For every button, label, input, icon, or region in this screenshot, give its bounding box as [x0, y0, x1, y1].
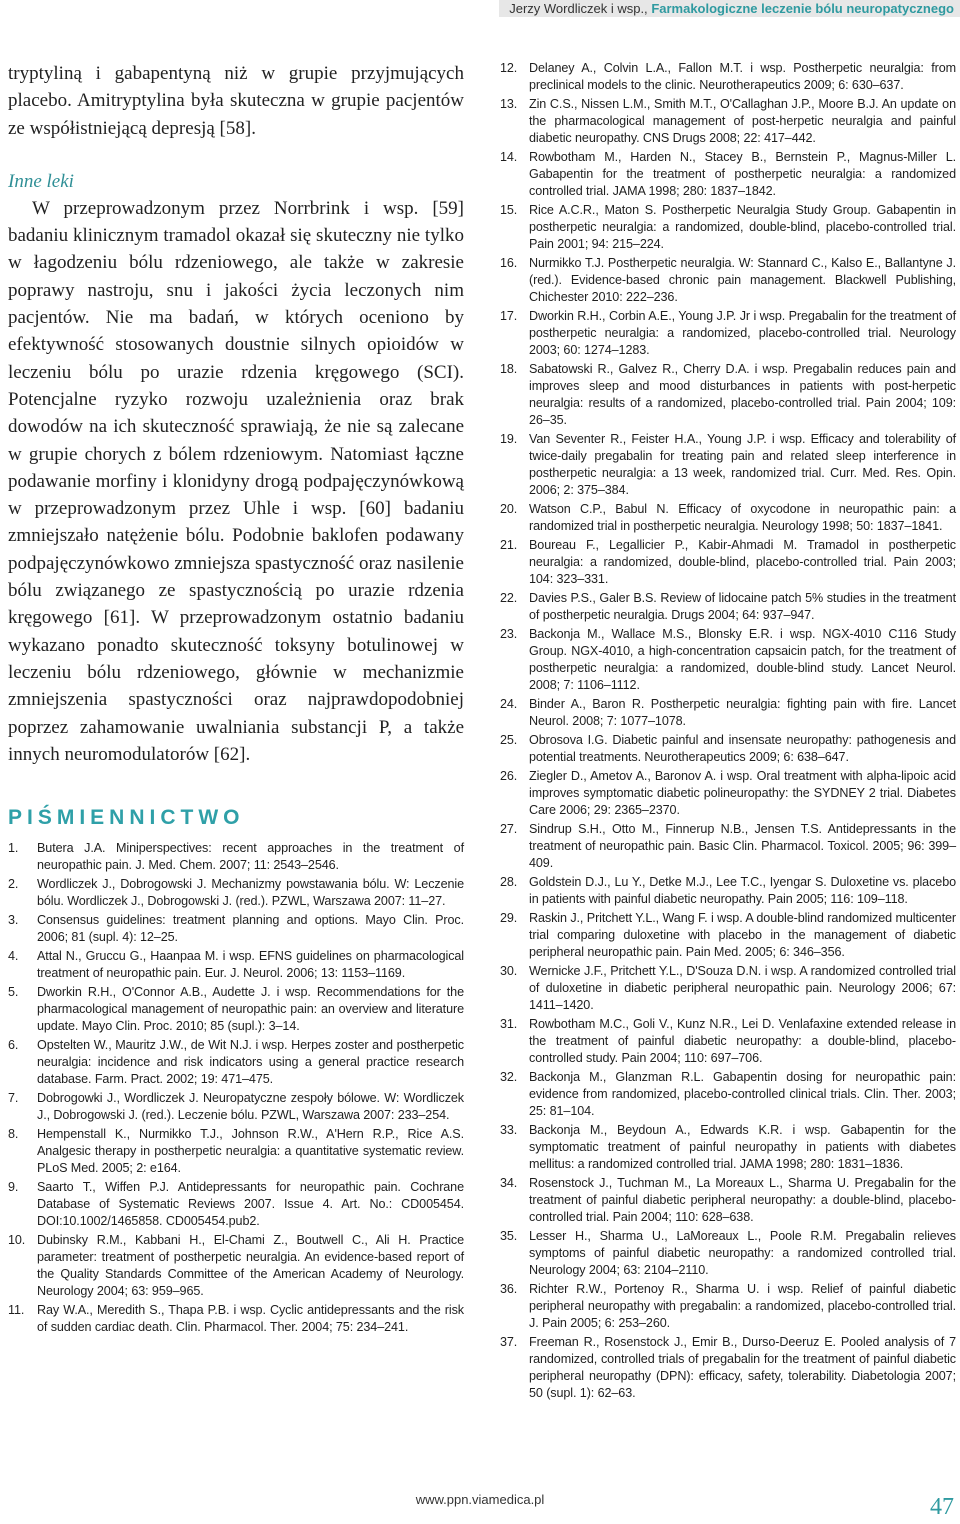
- reference-number: 20.: [500, 502, 518, 516]
- reference-item: [500, 96, 956, 147]
- reference-text: Attal N., Gruccu G., Haanpaa M. i wsp. EFNS guidelines on pharmacological treatment of neuropathic pain. Eur. J. Neurol. 2006; 13: 1153–1169.: [37, 949, 464, 981]
- reference-number: 37.: [500, 1335, 518, 1349]
- reference-text: Opstelten W., Mauritz J.W., de Wit N.J. i wsp. Herpes zoster and postherpetic neuralgia: incidence and risk indicators using a general practice research database. Farm. Pract. 2002; 19: 471–475.: [37, 1038, 464, 1087]
- reference-item: [500, 501, 956, 535]
- body-paragraph-2: W przeprowadzonym przez Norrbrink i wsp. [59] badaniu klinicznym tramadol okazał się skuteczny nie tylko w łagodzeniu bólu rdzeniowego, ale także w zakresie poprawy nastroju, snu i jakości życia leczonych nim pacjentów. Nie ma badań, w których oceniono by efektywność stosowanych doustnie silnych opioidów w leczeniu bólu po urazie rdzenia kręgowego (SCI). Potencjalne ryzyko rozwoju uzależnienia oraz brak dowodów na ich skuteczność sprawiają, że nie są zalecane w grupie chorych z bólem rdzeniowym. Natomiast łączne podawanie morfiny i klonidyny drogą podpajęczynówkową w przeprowadzonym przez Uhle i wsp. [60] badaniu zmniejszało natężenie bólu. Podobnie baklofen podawany podpajęczynówkowo zmniejsza spastyczność oraz nasilenie bólu związanego ze spastycznością po urazie rdzenia kręgowego [61]. W przeprowadzonym ostatnio badaniu wykazano ponadto skuteczność toksyny botulinowej w leczeniu bólu rdzeniowego, głównie w mechanizmie zmniejszenia spastyczności oraz najprawdopodobniej poprzez zahamowanie uwalniania substancji P, a także innych neuromodulatorów [62].: [8, 197, 464, 765]
- reference-item: [500, 732, 956, 766]
- reference-text: Raskin J., Pritchett Y.L., Wang F. i wsp. A double-blind randomized multicenter trial comparing duloxetine with placebo in the management of diabetic peripheral neuropathic pain. Pain Med. 2005; 6: 346–356.: [529, 911, 956, 959]
- running-header-bar: [499, 0, 960, 17]
- reference-item: [8, 1090, 464, 1124]
- reference-text: Saarto T., Wiffen P.J. Antidepressants for neuropathic pain. Cochrane Database of Systematic Reviews 2007. Issue 4. Art. No.: CD005454. DOI:10.1002/1465858. CD005454.pub2.: [37, 1180, 464, 1229]
- reference-number: 34.: [500, 1176, 518, 1190]
- reference-item: [8, 1179, 464, 1230]
- reference-number: 29.: [500, 911, 518, 925]
- page-number: 47: [930, 1494, 954, 1520]
- reference-text: Hempenstall K., Nurmikko T.J., Johnson R.W., A'Hern R.P., Rice A.S. Analgesic therapy in postherpetic neuralgia: a quantitative systematic review. PLoS Med. 2005; 2: e164.: [37, 1127, 464, 1176]
- reference-number: 5.: [8, 985, 19, 1000]
- reference-text: Lesser H., Sharma U., LaMoreaux L., Poole R.M. Pregabalin relieves symptoms of painful diabetic neuropathy: a randomized controlled trial. Neurology 2004; 63: 2104–2110.: [529, 1229, 956, 1277]
- reference-item: [8, 840, 464, 874]
- reference-item: [500, 768, 956, 819]
- reference-number: 25.: [500, 733, 518, 747]
- header-article-title: Farmakologiczne leczenie bólu neuropatycznego: [651, 1, 954, 16]
- reference-text: Rowbotham M.C., Goli V., Kunz N.R., Lei D. Venlafaxine extended release in the treatment of painful diabetic neuropathy: a double-blind, placebo-controlled study. Pain 2004; 110: 697–706.: [529, 1017, 956, 1065]
- reference-item: [500, 963, 956, 1014]
- reference-item: [500, 255, 956, 306]
- reference-number: 33.: [500, 1123, 518, 1137]
- reference-item: [500, 537, 956, 588]
- reference-number: 21.: [500, 538, 518, 552]
- reference-text: Sabatowski R., Galvez R., Cherry D.A. i wsp. Pregabalin reduces pain and improves sleep and mood disturbances in patients with post-herpetic neuralgia: results of a randomized, placebo-controlled trial. Pain 2004; 109: 26–35.: [529, 362, 956, 427]
- reference-text: Sindrup S.H., Otto M., Finnerup N.B., Jensen T.S. Antidepressants in the treatment of neuropathic pain. Basic Clin. Pharmacol. Toxicol. 2005; 96: 399–409.: [529, 822, 956, 870]
- reference-number: 18.: [500, 362, 518, 376]
- reference-text: Nurmikko T.J. Postherpetic neuralgia. W: Stannard C., Kalso E., Ballantyne J. (red.). Evidence-based chronic pain management. Blackwell Publishing, Chichester 2010: 222–236.: [529, 256, 956, 304]
- reference-text: Backonja M., Wallace M.S., Blonsky E.R. i wsp. NGX-4010 C116 Study Group. NGX-4010, a high-concentration capsaicin patch, for the treatment of postherpetic neuralgia: a randomized, double-blind study. Lancet Neurol. 2008; 7: 1106–1112.: [529, 627, 956, 692]
- reference-item: [500, 1175, 956, 1226]
- reference-number: 16.: [500, 256, 518, 270]
- right-column: [500, 60, 956, 1404]
- reference-item: [8, 876, 464, 910]
- reference-item: [500, 910, 956, 961]
- footer-url: www.ppn.viamedica.pl: [415, 1492, 545, 1507]
- reference-text: Van Seventer R., Feister H.A., Young J.P. i wsp. Efficacy and tolerability of twice-daily pregabalin for treating pain and related sleep interference in postherpetic neuralgia: a 13 week, randomized trial. Curr. Med. Res. Opin. 2006; 2: 375–384.: [529, 432, 956, 497]
- reference-number: 1.: [8, 841, 19, 856]
- reference-number: 2.: [8, 877, 19, 892]
- reference-text: Binder A., Baron R. Postherpetic neuralgia: fighting pain with fire. Lancet Neurol. 2008; 7: 1077–1078.: [529, 697, 956, 728]
- reference-text: Obrosova I.G. Diabetic painful and insensate neuropathy: pathogenesis and potential treatments. Neurotherapeutics 2009; 6: 638–647.: [529, 733, 956, 764]
- body-paragraph-1: tryptyliną i gabapentyną niż w grupie przyjmujących placebo. Amitryptylina była skuteczna w grupie pacjentów ze współistniejącą depresją [58].: [8, 63, 464, 139]
- reference-text: Richter R.W., Portenoy R., Sharma U. i wsp. Relief of painful diabetic peripheral neuropathy with pregabalin: a randomized, placebo-controlled trial. J. Pain 2005; 6: 253–260.: [529, 1282, 956, 1330]
- reference-text: Consensus guidelines: treatment planning and options. Mayo Clin. Proc. 2006; 81 (supl. 4): 12–25.: [37, 913, 464, 945]
- reference-item: [500, 696, 956, 730]
- reference-text: Ray W.A., Meredith S., Thapa P.B. i wsp. Cyclic antidepressants and the risk of sudden cardiac death. Clin. Pharmacol. Ther. 2004; 75: 234–241.: [37, 1303, 464, 1335]
- reference-text: Backonja M., Beydoun A., Edwards K.R. i wsp. Gabapentin for the symptomatic treatment of painful neuropathy in patients with diabetes mellitus: a randomized controlled trial. JAMA 1998; 280: 1831–1836.: [529, 1123, 956, 1171]
- reference-number: 8.: [8, 1127, 19, 1142]
- reference-item: [500, 874, 956, 908]
- reference-number: 36.: [500, 1282, 518, 1296]
- reference-number: 10.: [8, 1233, 26, 1248]
- references-list-left: [8, 840, 464, 1336]
- reference-item: [500, 1281, 956, 1332]
- references-list-right: [500, 60, 956, 1402]
- section-title: Inne leki: [8, 170, 74, 192]
- reference-number: 4.: [8, 949, 19, 964]
- reference-item: [500, 821, 956, 872]
- reference-text: Dubinsky R.M., Kabbani H., El-Chami Z., Boutwell C., Ali H. Practice parameter: treatment of postherpetic neuralgia. An evidence-based report of the Quality Standards Committee of the American Academy of Neurology. Neurology 2004; 63: 959–965.: [37, 1233, 464, 1299]
- running-header: [0, 0, 960, 18]
- reference-item: [500, 1016, 956, 1067]
- reference-item: [500, 202, 956, 253]
- reference-number: 28.: [500, 875, 518, 889]
- reference-item: [8, 1232, 464, 1300]
- reference-text: Backonja M., Glanzman R.L. Gabapentin dosing for neuropathic pain: evidence from randomized, placebo-controlled clinical trials. Clin. Ther. 2003; 25: 81–104.: [529, 1070, 956, 1118]
- reference-number: 24.: [500, 697, 518, 711]
- reference-item: [500, 308, 956, 359]
- reference-item: [8, 1302, 464, 1336]
- reference-item: [500, 361, 956, 429]
- reference-item: [500, 626, 956, 694]
- reference-text: Wernicke J.F., Pritchett Y.L., D'Souza D.N. i wsp. A randomized controlled trial of duloxetine in diabetic peripheral neuropathic pain. Neurology 2006; 67: 1411–1420.: [529, 964, 956, 1012]
- reference-item: [8, 1037, 464, 1088]
- reference-number: 30.: [500, 964, 518, 978]
- reference-number: 3.: [8, 913, 19, 928]
- reference-number: 14.: [500, 150, 518, 164]
- reference-text: Dworkin R.H., Corbin A.E., Young J.P. Jr i wsp. Pregabalin for the treatment of postherpetic neuralgia: a randomized, placebo-controlled trial. Neurology 2003; 60: 1274–1283.: [529, 309, 956, 357]
- reference-text: Zin C.S., Nissen L.M., Smith M.T., O'Callaghan J.P., Moore B.J. An update on the pharmacological management of post-herpetic neuralgia and painful diabetic neuropathy. CNS Drugs 2008; 22: 417–442.: [529, 97, 956, 145]
- reference-number: 27.: [500, 822, 518, 836]
- reference-number: 9.: [8, 1180, 19, 1195]
- reference-item: [500, 1122, 956, 1173]
- reference-text: Rosenstock J., Tuchman M., La Moreaux L., Sharma U. Pregabalin for the treatment of painful diabetic peripheral neuropathy: a double-blind, placebo-controlled trial. Pain 2004; 110: 628–638.: [529, 1176, 956, 1224]
- reference-number: 17.: [500, 309, 518, 323]
- reference-text: Rowbotham M., Harden N., Stacey B., Bernstein P., Magnus-Miller L. Gabapentin for the treatment of postherpetic neuralgia: a randomized controlled trial. JAMA 1998; 280: 1837–1842.: [529, 150, 956, 198]
- reference-number: 11.: [8, 1303, 25, 1318]
- reference-text: Davies P.S., Galer B.S. Review of lidocaine patch 5% studies in the treatment of postherpetic neuralgia. Drugs 2004; 64: 937–947.: [529, 591, 956, 622]
- reference-text: Boureau F., Legallicier P., Kabir-Ahmadi M. Tramadol in postherpetic neuralgia: a randomized, double-blind, placebo-controlled trial. Pain 2003; 104: 323–331.: [529, 538, 956, 586]
- reference-item: [500, 431, 956, 499]
- reference-text: Wordliczek J., Dobrogowski J. Mechanizmy powstawania bólu. W: Leczenie bólu. Wordliczek J., Dobrogowski J. (red.). PZWL, Warszawa 2007: 11–27.: [37, 877, 464, 909]
- reference-text: Watson C.P., Babul N. Efficacy of oxycodone in neuropathic pain: a randomized trial in postherpetic neuralgia. Neurology 1998; 50: 1837–1841.: [529, 502, 956, 533]
- reference-number: 23.: [500, 627, 518, 641]
- reference-number: 13.: [500, 97, 518, 111]
- reference-item: [500, 1334, 956, 1402]
- reference-text: Goldstein D.J., Lu Y., Detke M.J., Lee T.C., Iyengar S. Duloxetine vs. placebo in patients with painful diabetic neuropathy. Pain 2005; 116: 109–118.: [529, 875, 956, 906]
- reference-number: 26.: [500, 769, 518, 783]
- reference-number: 12.: [500, 61, 518, 75]
- references-heading: PIŚMIENNICTWO: [8, 806, 245, 830]
- reference-item: [8, 1126, 464, 1177]
- reference-number: 32.: [500, 1070, 518, 1084]
- left-column: [8, 60, 464, 1338]
- reference-number: 31.: [500, 1017, 518, 1031]
- reference-text: Ziegler D., Ametov A., Baronov A. i wsp. Oral treatment with alpha-lipoic acid improves symptomatic diabetic polineuropathy: the SYDNEY 2 trial. Diabetes Care 2006; 29: 2365–2370.: [529, 769, 956, 817]
- reference-number: 22.: [500, 591, 518, 605]
- reference-item: [500, 149, 956, 200]
- header-authors: Jerzy Wordliczek i wsp.,: [509, 1, 648, 16]
- reference-number: 7.: [8, 1091, 19, 1106]
- reference-text: Delaney A., Colvin L.A., Fallon M.T. i wsp. Postherpetic neuralgia: from preclinical models to the clinic. Neurotherapeutics 2009; 6: 630–637.: [529, 61, 956, 92]
- reference-text: Dworkin R.H., O'Connor A.B., Audette J. i wsp. Recommendations for the pharmacological management of neuropathic pain: an overview and literature update. Mayo Clin. Proc. 2010; 85 (supl.): 3–14.: [37, 985, 464, 1034]
- reference-number: 6.: [8, 1038, 19, 1053]
- reference-item: [8, 912, 464, 946]
- reference-item: [500, 1069, 956, 1120]
- reference-text: Rice A.C.R., Maton S. Postherpetic Neuralgia Study Group. Gabapentin in postherpetic neuralgia: a randomized, double-blind, placebo-controlled trial. Pain 2001; 94: 215–224.: [529, 203, 956, 251]
- reference-item: [500, 1228, 956, 1279]
- reference-number: 19.: [500, 432, 518, 446]
- reference-item: [500, 60, 956, 94]
- reference-item: [8, 948, 464, 982]
- reference-number: 15.: [500, 203, 518, 217]
- reference-item: [8, 984, 464, 1035]
- reference-number: 35.: [500, 1229, 518, 1243]
- reference-text: Butera J.A. Miniperspectives: recent approaches in the treatment of neuropathic pain. J. Med. Chem. 2007; 11: 2543–2546.: [37, 841, 464, 873]
- reference-text: Dobrogowki J., Wordliczek J. Neuropatyczne zespoły bólowe. W: Wordliczek J., Dobrogowski J. (red.). Leczenie bólu. PZWL, Warszawa 2007: 233–254.: [37, 1091, 464, 1123]
- reference-text: Freeman R., Rosenstock J., Emir B., Durso-Deeruz E. Pooled analysis of 7 randomized, controlled trials of pregabalin for the treatment of painful diabetic peripheral neuropathy (DPN): efficacy, safety, tolerability. Diabetologia 2007; 50 (supl. 1): 62–63.: [529, 1335, 956, 1400]
- reference-item: [500, 590, 956, 624]
